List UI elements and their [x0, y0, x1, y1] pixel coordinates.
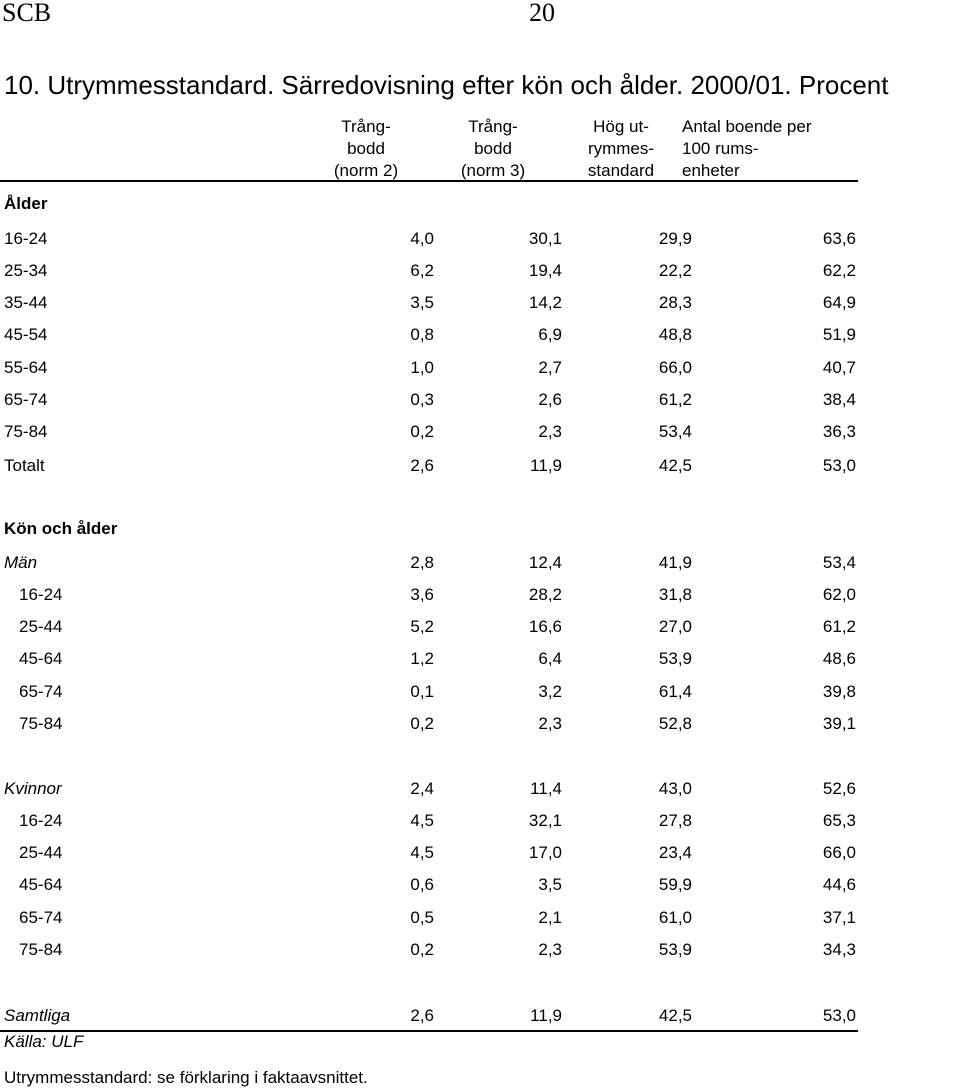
cell: 23,4	[658, 843, 692, 862]
cell: 61,2	[822, 617, 856, 636]
cell: 27,0	[658, 617, 692, 636]
table-row	[0, 811, 858, 831]
cell: 1,2	[410, 649, 434, 668]
cell: 11,4	[530, 779, 562, 798]
cell: 0,2	[410, 714, 434, 733]
cell: 14,2	[528, 293, 562, 312]
table-row	[0, 229, 858, 249]
col-header-line: Trång-	[468, 117, 518, 136]
cell: 2,3	[538, 714, 562, 733]
table-row	[0, 617, 858, 637]
cell: 42,5	[658, 456, 692, 475]
col-header-line: standard	[587, 161, 655, 180]
cell: 66,0	[658, 358, 692, 377]
cell: 17,0	[528, 843, 562, 862]
cell: 32,1	[528, 811, 562, 830]
cell: 30,1	[528, 229, 562, 248]
cell: 2,6	[410, 1006, 434, 1025]
cell: 6,9	[538, 325, 562, 344]
col-header-line: (norm 3)	[460, 161, 526, 180]
cell: 53,0	[822, 456, 856, 475]
cell: 3,5	[410, 293, 434, 312]
cell: 40,7	[822, 358, 856, 377]
cell: 11,9	[530, 1006, 562, 1025]
table-row	[0, 390, 858, 410]
cell: 43,0	[658, 779, 692, 798]
cell: 63,6	[822, 229, 856, 248]
table-row-all	[0, 1006, 858, 1026]
cell: 3,5	[538, 875, 562, 894]
row-label: 25-44	[19, 617, 63, 636]
col-header-antal-boende	[682, 116, 852, 182]
cell: 65,3	[822, 811, 856, 830]
row-label: 35-44	[4, 293, 48, 312]
row-label: 25-44	[19, 843, 63, 862]
row-label: Totalt	[4, 456, 45, 475]
footnote: Utrymmesstandard: se förklaring i faktaavsnittet.	[4, 1068, 368, 1087]
cell: 61,2	[658, 390, 692, 409]
row-label: 65-74	[19, 682, 63, 701]
cell: 19,4	[528, 261, 562, 280]
cell: 4,5	[410, 811, 434, 830]
table-bottom-rule	[0, 1030, 858, 1032]
source-note: Källa: ULF	[4, 1032, 84, 1051]
row-label: 75-84	[4, 422, 48, 441]
cell: 28,3	[658, 293, 692, 312]
cell: 12,4	[528, 553, 562, 572]
cell: 31,8	[658, 585, 692, 604]
cell: 42,5	[658, 1006, 692, 1025]
cell: 38,4	[822, 390, 856, 409]
row-label: 45-64	[19, 875, 63, 894]
cell: 3,6	[410, 585, 434, 604]
cell: 2,4	[410, 779, 434, 798]
cell: 0,2	[410, 422, 434, 441]
cell: 37,1	[822, 908, 856, 927]
header-rule	[0, 180, 858, 182]
header-org: SCB	[2, 0, 52, 27]
table-row	[0, 714, 858, 734]
section-sex-age: Kön och ålder	[4, 519, 118, 538]
cell: 6,4	[538, 649, 562, 668]
cell: 39,8	[822, 682, 856, 701]
cell: 36,3	[822, 422, 856, 441]
col-header-line: Trång-	[341, 117, 391, 136]
table-row	[0, 325, 858, 345]
row-label: 45-54	[4, 325, 48, 344]
col-header-line: Hög ut-	[593, 117, 649, 136]
table-row	[0, 908, 858, 928]
cell: 53,0	[822, 1006, 856, 1025]
cell: 44,6	[822, 875, 856, 894]
cell: 28,2	[528, 585, 562, 604]
cell: 16,6	[528, 617, 562, 636]
page-number: 20	[529, 0, 555, 27]
table-row	[0, 422, 858, 442]
cell: 4,5	[410, 843, 434, 862]
cell: 0,6	[410, 875, 434, 894]
cell: 52,8	[658, 714, 692, 733]
cell: 61,0	[658, 908, 692, 927]
col-header-trangbodd-norm3	[443, 116, 543, 182]
table-row	[0, 293, 858, 313]
cell: 41,9	[658, 553, 692, 572]
table-row	[0, 682, 858, 702]
cell: 0,2	[410, 940, 434, 959]
row-label: Män	[4, 553, 38, 572]
row-label: 65-74	[19, 908, 63, 927]
cell: 2,7	[538, 358, 562, 377]
row-label: 65-74	[4, 390, 48, 409]
col-header-line: bodd	[347, 139, 385, 158]
cell: 59,9	[658, 875, 692, 894]
cell: 62,0	[822, 585, 856, 604]
cell: 2,8	[410, 553, 434, 572]
table-row	[0, 358, 858, 378]
col-header-line: bodd	[474, 139, 512, 158]
col-header-hog-utrymmesstandard	[566, 116, 676, 182]
table-row	[0, 843, 858, 863]
table-row	[0, 940, 858, 960]
cell: 0,5	[410, 908, 434, 927]
cell: 4,0	[410, 229, 434, 248]
cell: 53,4	[658, 422, 692, 441]
row-label: 16-24	[19, 811, 63, 830]
cell: 48,6	[822, 649, 856, 668]
cell: 2,6	[538, 390, 562, 409]
col-header-line: Antal boende per	[682, 117, 812, 136]
cell: 64,9	[822, 293, 856, 312]
cell: 2,1	[538, 908, 562, 927]
row-label: Samtliga	[4, 1006, 71, 1025]
cell: 5,2	[410, 617, 434, 636]
cell: 52,6	[822, 779, 856, 798]
row-label: 45-64	[19, 649, 63, 668]
col-header-line: enheter	[682, 161, 740, 180]
cell: 53,4	[822, 553, 856, 572]
cell: 51,9	[822, 325, 856, 344]
col-header-line: rymmes-	[587, 139, 655, 158]
cell: 0,8	[410, 325, 434, 344]
table-row	[0, 585, 858, 605]
cell: 27,8	[658, 811, 692, 830]
cell: 6,2	[410, 261, 434, 280]
cell: 34,3	[822, 940, 856, 959]
col-header-line: (norm 2)	[333, 161, 399, 180]
cell: 61,4	[658, 682, 692, 701]
row-label: 16-24	[4, 229, 48, 248]
cell: 62,2	[822, 261, 856, 280]
cell: 0,1	[410, 682, 434, 701]
row-label: Kvinnor	[4, 779, 62, 798]
cell: 0,3	[410, 390, 434, 409]
row-label: 55-64	[4, 358, 48, 377]
cell: 53,9	[658, 649, 692, 668]
row-label: 16-24	[19, 585, 63, 604]
table-row	[0, 649, 858, 669]
cell: 29,9	[658, 229, 692, 248]
table-row	[0, 875, 858, 895]
table-row-men	[0, 553, 858, 573]
cell: 22,2	[658, 261, 692, 280]
cell: 48,8	[658, 325, 692, 344]
cell: 3,2	[538, 682, 562, 701]
cell: 66,0	[822, 843, 856, 862]
table-row-total	[0, 456, 858, 476]
col-header-line: 100 rums-	[682, 139, 759, 158]
row-label: 75-84	[19, 714, 63, 733]
section-age: Ålder	[4, 194, 48, 213]
cell: 1,0	[410, 358, 434, 377]
table-row	[0, 261, 858, 281]
cell: 2,3	[538, 940, 562, 959]
page-title: 10. Utrymmesstandard. Särredovisning efter kön och ålder. 2000/01. Procent	[4, 70, 889, 100]
cell: 53,9	[658, 940, 692, 959]
row-label: 75-84	[19, 940, 63, 959]
cell: 2,3	[538, 422, 562, 441]
cell: 39,1	[822, 714, 856, 733]
cell: 2,6	[410, 456, 434, 475]
table-row-women	[0, 779, 858, 799]
cell: 11,9	[530, 456, 562, 475]
col-header-trangbodd-norm2	[316, 116, 416, 182]
row-label: 25-34	[4, 261, 48, 280]
